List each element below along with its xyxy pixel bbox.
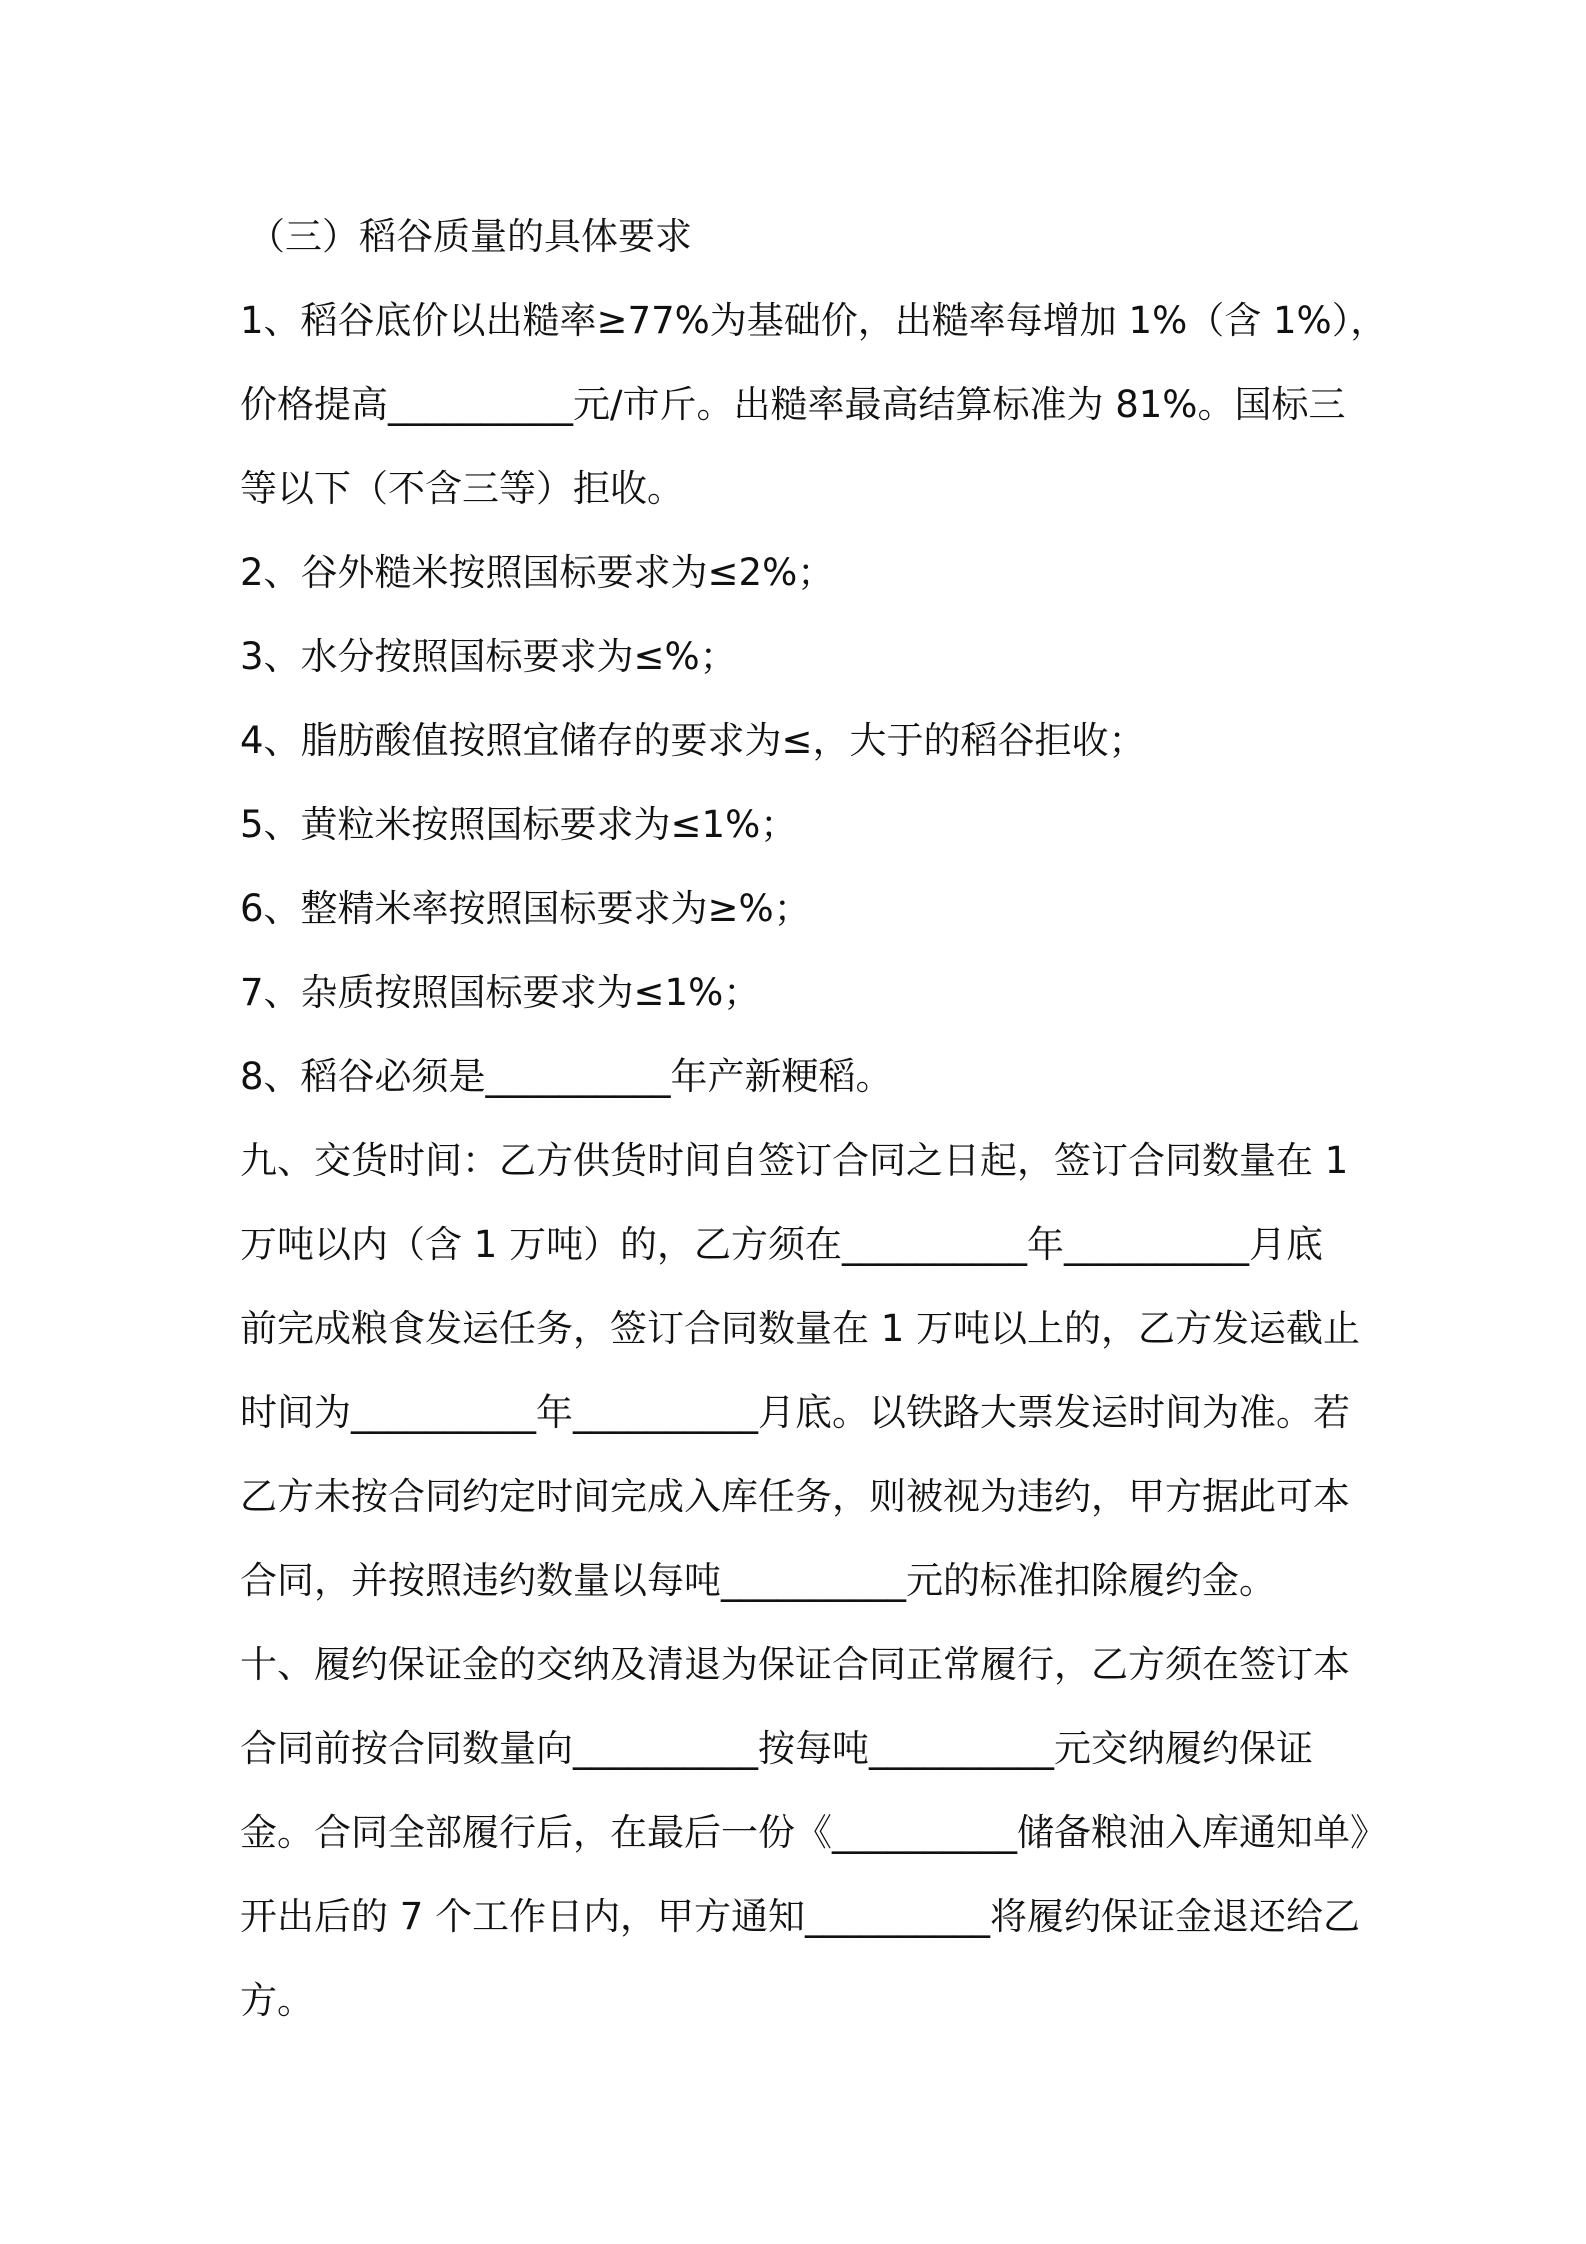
text-line: 乙方未按合同约定时间完成入库任务，则被视为违约，甲方据此可本	[240, 1475, 1350, 1518]
document-body	[240, 195, 1388, 2043]
text-line: 金。合同全部履行后，在最后一份《__________储备粮油入库通知单》	[240, 1811, 1387, 1854]
text-line: 等以下（不含三等）拒收。	[240, 467, 684, 510]
text-line: 价格提高__________元/市斤。出糙率最高结算标准为 81%。国标三	[240, 383, 1346, 426]
text-line: 开出后的 7 个工作日内，甲方通知__________将履约保证金退还给乙	[240, 1895, 1361, 1938]
text-line: 1、稻谷底价以出糙率≥77%为基础价，出糙率每增加 1%（含 1%），	[240, 299, 1388, 342]
text-line: 万吨以内（含 1 万吨）的，乙方须在__________年__________月底	[240, 1223, 1324, 1266]
text-line: 合同，并按照违约数量以每吨__________元的标准扣除履约金。	[240, 1559, 1276, 1602]
text-line: 十、履约保证金的交纳及清退为保证合同正常履行，乙方须在签订本	[240, 1643, 1350, 1686]
text-line: 3、水分按照国标要求为≤%；	[240, 635, 737, 678]
text-line: 时间为__________年__________月底。以铁路大票发运时间为准。若	[240, 1391, 1350, 1434]
text-line: 7、杂质按照国标要求为≤1%；	[240, 971, 761, 1014]
text-line: 前完成粮食发运任务，签订合同数量在 1 万吨以上的，乙方发运截止	[240, 1307, 1361, 1350]
text-line: 8、稻谷必须是__________年产新粳稻。	[240, 1055, 893, 1098]
text-line: 2、谷外糙米按照国标要求为≤2%；	[240, 551, 835, 594]
text-line: 合同前按合同数量向__________按每吨__________元交纳履约保证	[240, 1727, 1313, 1770]
text-line: 方。	[240, 1979, 314, 2022]
text-line: 6、整精米率按照国标要求为≥%；	[240, 887, 811, 930]
section-heading: （三）稻谷质量的具体要求	[248, 215, 692, 258]
text-line: 九、交货时间：乙方供货时间自签订合同之日起，签订合同数量在 1	[240, 1139, 1349, 1182]
text-line: 5、黄粒米按照国标要求为≤1%；	[240, 803, 798, 846]
text-line: 4、脂肪酸值按照宜储存的要求为≤，大于的稻谷拒收；	[240, 719, 1146, 762]
